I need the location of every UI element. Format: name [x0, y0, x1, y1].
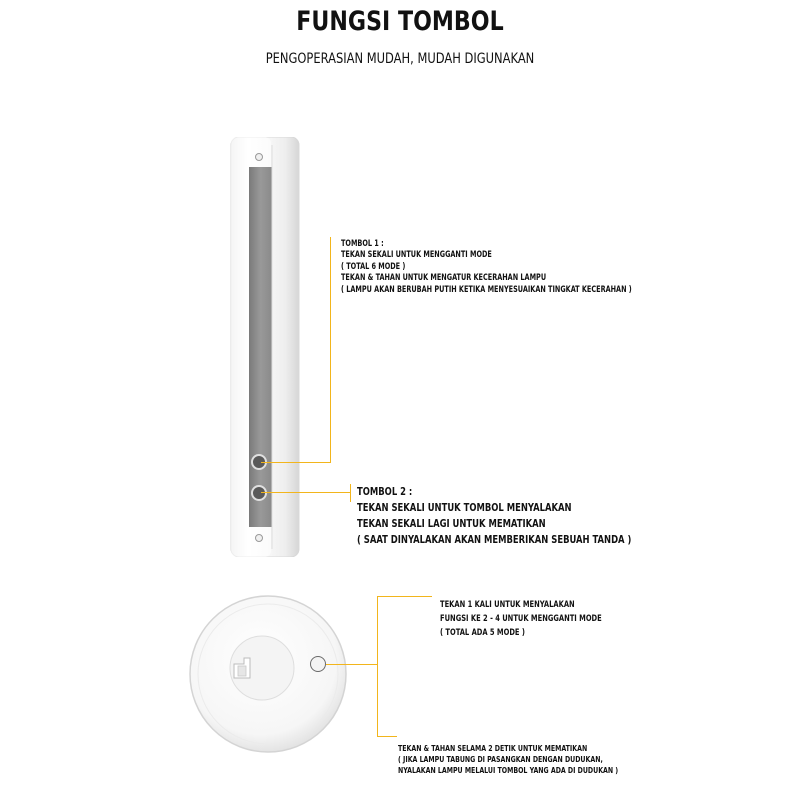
base-bottom-leader-tick [377, 736, 397, 737]
base-hold-description [398, 743, 618, 776]
tombol-2-heading: TOMBOL 2 : [357, 485, 413, 498]
base-hold-line: TEKAN & TAHAN SELAMA 2 DETIK UNTUK MEMATIKAN [398, 743, 588, 753]
tombol-1-line: TEKAN & TAHAN UNTUK MENGATUR KECERAHAN LAMPU [341, 273, 547, 284]
tombol-1-heading: TOMBOL 1 : [341, 239, 384, 249]
lamp-base-image [188, 594, 348, 754]
tombol-1-line: TEKAN SEKALI UNTUK MENGGANTI MODE [341, 250, 492, 261]
base-press-line: FUNGSI KE 2 - 4 UNTUK MENGGANTI MODE [440, 614, 602, 625]
base-top-leader-tick [377, 596, 432, 597]
tombol-1-leader-line [261, 237, 331, 462]
tombol-2-line: TEKAN SEKALI UNTUK TOMBOL MENYALAKAN [357, 500, 572, 514]
base-button[interactable] [310, 656, 326, 672]
tombol-2-button[interactable] [251, 485, 267, 501]
tombol-1-line: ( TOTAL 6 MODE ) [341, 261, 406, 272]
base-press-line: TEKAN 1 KALI UNTUK MENYALAKAN [440, 600, 575, 610]
tombol-2-leader-end [350, 484, 351, 502]
base-press-line: ( TOTAL ADA 5 MODE ) [440, 628, 525, 639]
tombol-2-description [357, 484, 631, 548]
base-top-leader-line [377, 596, 378, 736]
tombol-2-line: TEKAN SEKALI LAGI UNTUK MEMATIKAN [357, 516, 546, 530]
tombol-1-line: ( LAMPU AKAN BERUBAH PUTIH KETIKA MENYESUAIKAN TINGKAT KECERAHAN ) [341, 284, 632, 295]
base-hold-line: ( JIKA LAMPU TABUNG DI PASANGKAN DENGAN DUDUKAN, [398, 754, 603, 765]
base-press-description [440, 598, 602, 640]
base-button-leader [326, 664, 377, 665]
page-title: FUNGSI TOMBOL [296, 6, 504, 37]
page-subtitle: PENGOPERASIAN MUDAH, MUDAH DIGUNAKAN [265, 51, 535, 67]
base-hold-line: NYALAKAN LAMPU MELALUI TOMBOL YANG ADA DI DUDUKAN ) [398, 765, 619, 776]
tombol-2-line: ( SAAT DINYALAKAN AKAN MEMBERIKAN SEBUAH TANDA ) [357, 532, 632, 546]
tombol-2-leader-line [261, 492, 351, 493]
tombol-1-description [341, 239, 632, 296]
